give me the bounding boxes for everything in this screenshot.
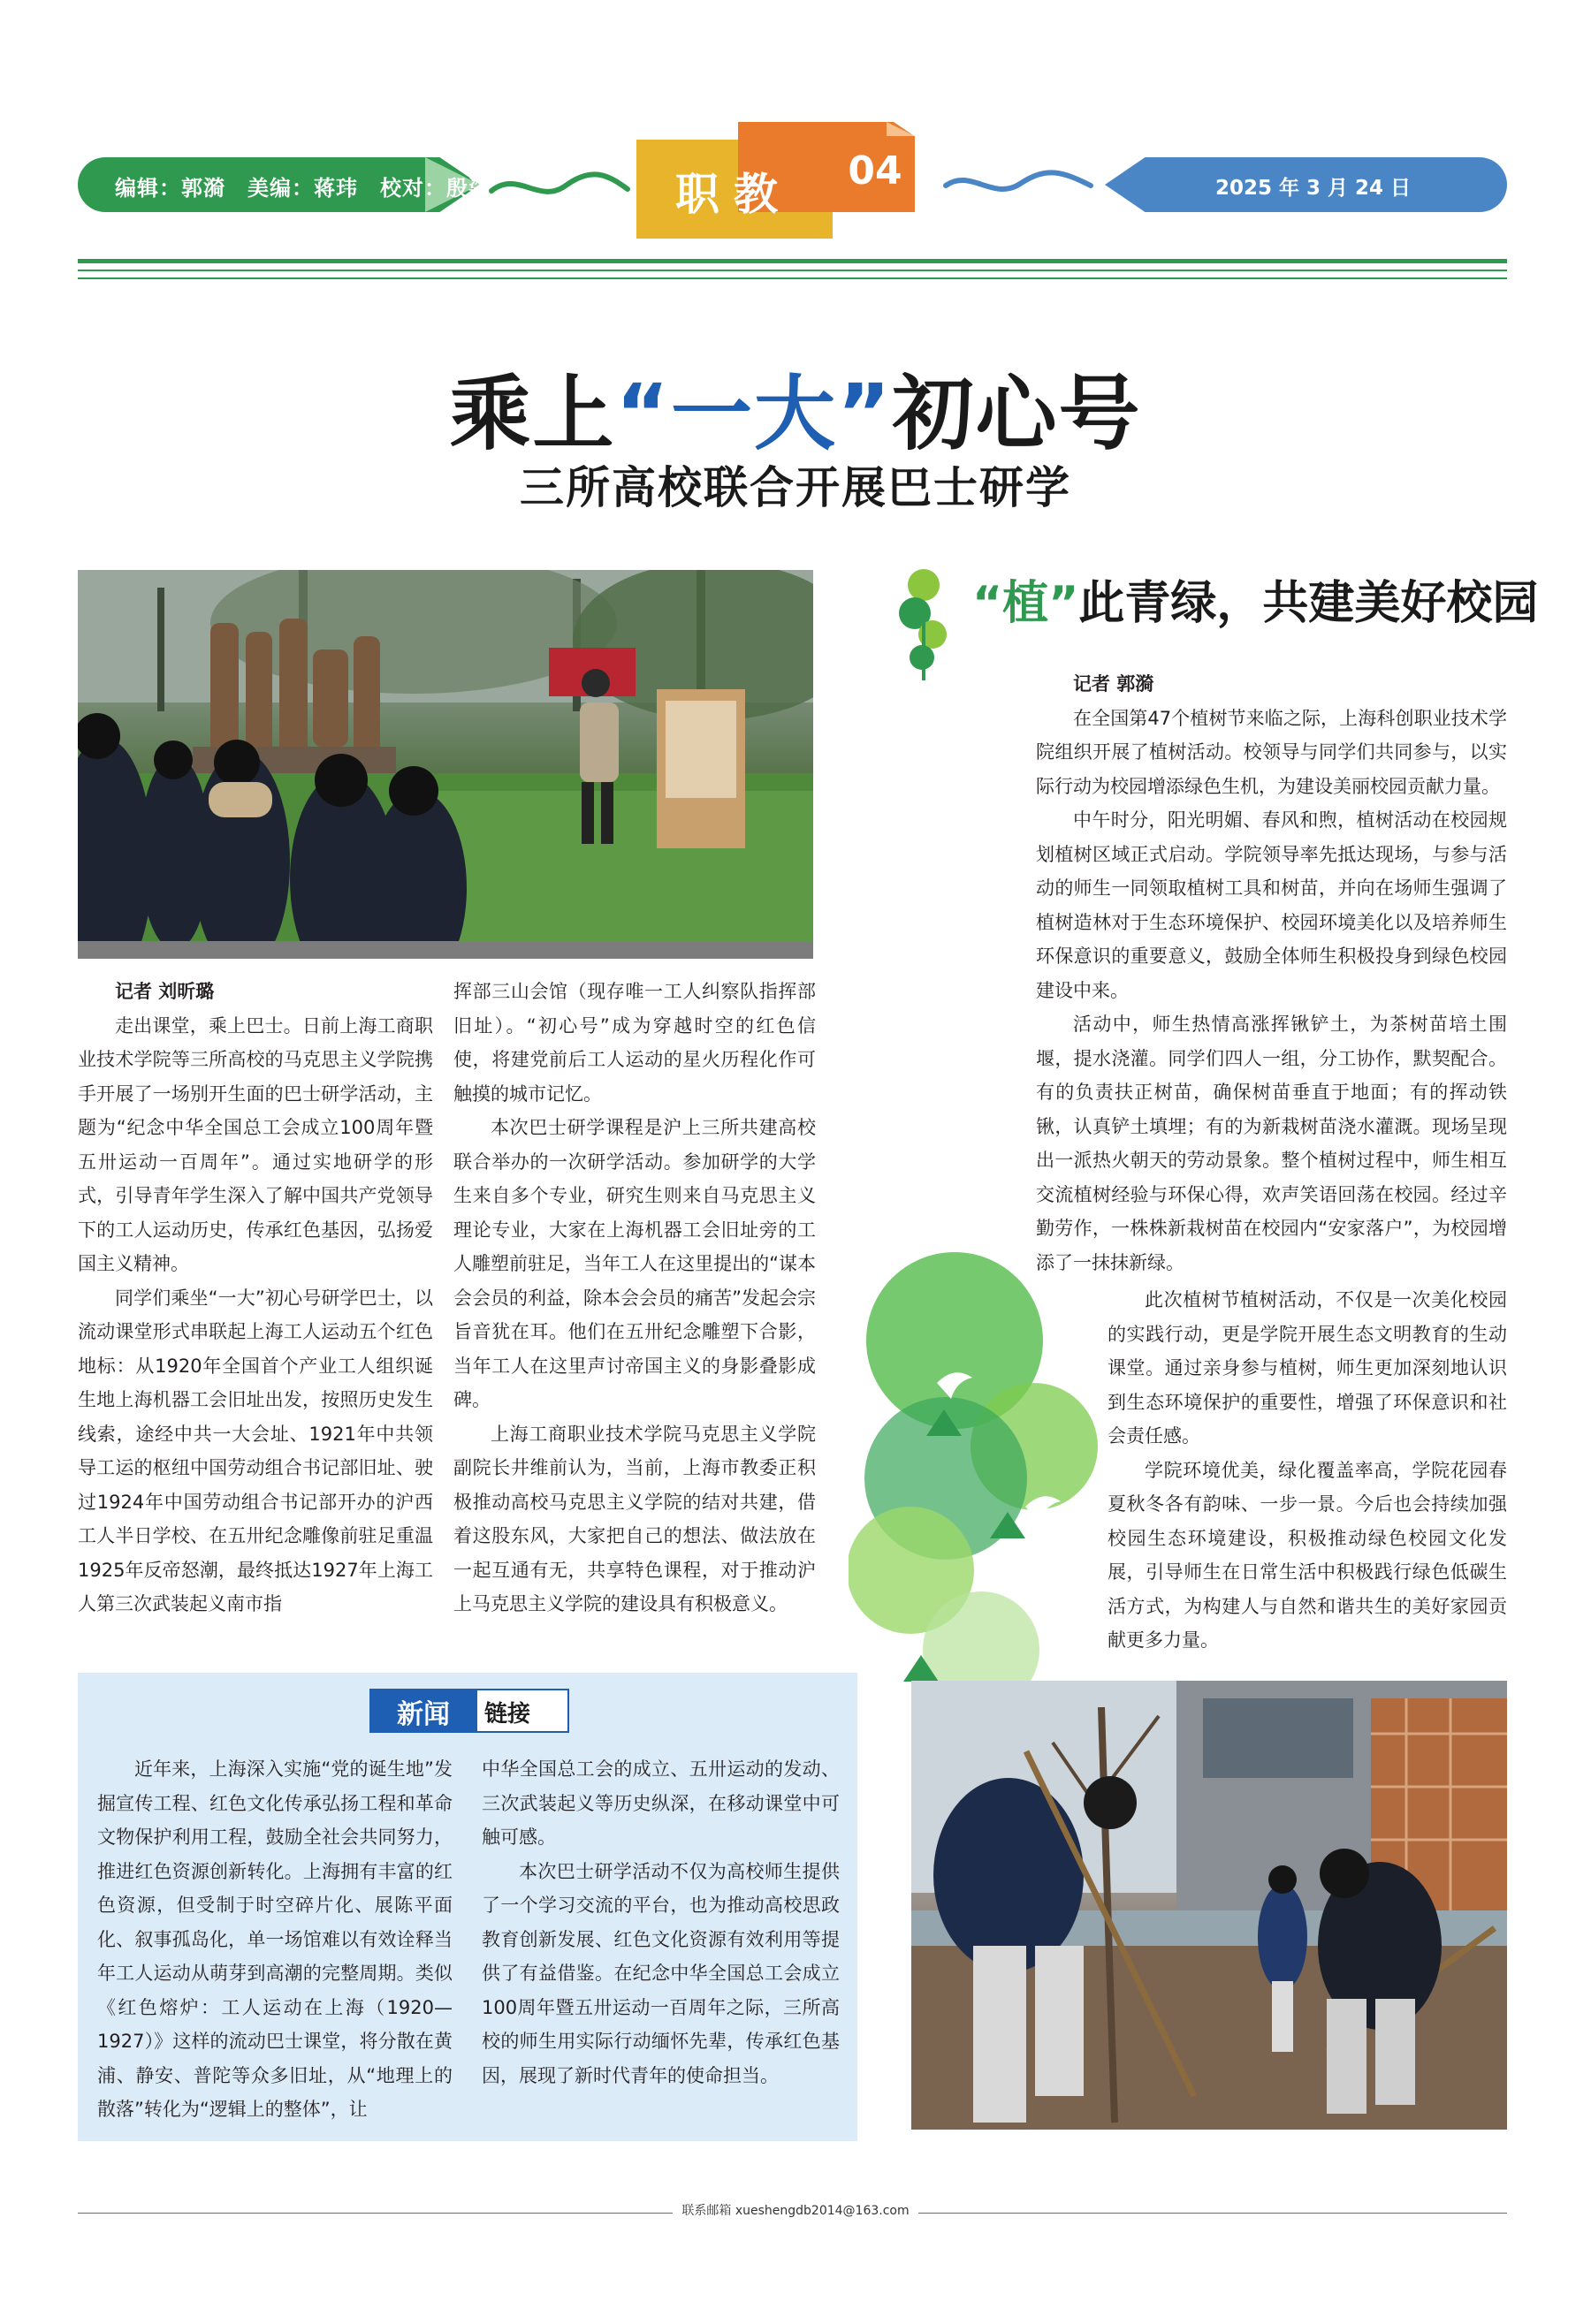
tree-planting-photo [911,1681,1507,2130]
issue-date: 2025 年 3 月 24 日 [1215,177,1412,200]
article1-byline: 记者 刘昕璐 [115,981,215,1002]
article-subheadline: 三所高校联合开展巴士研学 [520,462,1071,513]
headline-part: 初心号 [892,367,1142,461]
leaf-tree-icon [897,566,950,680]
headline-part: 乘上 [449,367,616,461]
article2-paragraph: 中午时分，阳光明媚、春风和煦，植树活动在校园规划植树区域正式启动。学院领导率先抵达现场，与参与活动的师生一同领取植树工具和树苗，并向在场师生强调了植树造林对于生态环境保护、校园环境美化以及培养师生环保意识的重要意义，鼓励全体师生积极投身到绿色校园建设中来。 [1036,809,1507,1001]
tree-planting-photo-illustration [911,1681,1507,2130]
article1-paragraph: 走出课堂，乘上巴士。日前上海工商职业技术学院等三所高校的马克思主义学院携手开展了一场别开生面的巴士研学活动，主题为“纪念中华全国总工会成立100周年暨五卅运动一百周年”。通过实地研学的形式，引导青年学生深入了解中国共产党领导下的工人运动历史，传承红色基因，弘扬爱国主义精神。 [78,1014,433,1274]
article2-column [1036,667,1507,1280]
article2-paragraph: 此次植树节植树活动，不仅是一次美化校园的实践行动，更是学院开展生态文明教育的生动课堂。通过亲身参与植树，师生更加深刻地认识到生态环境保护的重要性，增强了环保意识和社会责任感。 [1108,1289,1507,1447]
wave-decoration-left [484,166,635,207]
news-link-paragraph: 近年来，上海深入实施“党的诞生地”发掘宣传工程、红色文化传承弘扬工程和革命文物保护利用工程，鼓励全社会共同努力，推进红色资源创新转化。上海拥有丰富的红色资源，但受制于时空碎片化、展陈平面化、叙事孤岛化，单一场馆难以有效诠释当年工人运动从萌芽到高潮的完整周期。类似《红色熔炉：工人运动在上海（1920—1927）》这样的流动巴士课堂，将分散在黄浦、静安、普陀等众多旧址，从“地理上的散落”转化为“逻辑上的整体”，让 [97,1758,453,2120]
article2-headline [972,566,1538,632]
news-link-label: 新闻 [397,1699,450,1730]
headline-highlight: “一大” [615,367,893,461]
section-name: 职教 [675,169,792,220]
article2-headline-rest: 此青绿，共建美好校园 [1078,577,1539,630]
news-link-column-2 [482,1752,840,2092]
header-rule-thin [78,277,1507,279]
article2-paragraph: 在全国第47个植树节来临之际，上海科创职业技术学院组织开展了植树活动。校领导与同学们共同参与，以实际行动为校园增添绿色生机，为建设美丽校园贡献力量。 [1036,707,1507,797]
wave-decoration-right [939,164,1098,205]
article2-headline-quote: “植” [972,577,1079,630]
header-rule [78,259,1507,263]
tag-fold-decoration [887,122,915,136]
article2-paragraph: 活动中，师生热情高涨挥锹铲土，为茶树苗培土围堰，提水浇灌。同学们四人一组，分工协作，默契配合。有的负责扶正树苗，确保树苗垂直于地面；有的挥动铁锹，认真铲土填埋；有的为新栽树苗浇水灌溉。现场呈现出一派热火朝天的劳动景象。整个植树过程中，师生相互交流植树经验与环保心得，欢声笑语回荡在校园。经过辛勤劳作，一株株新栽树苗在校园内“安家落户”，为校园增添了一抹抹新绿。 [1036,1014,1507,1273]
study-tour-photo [78,570,813,959]
article1-column-1 [78,975,433,1621]
header-rule-thin [78,270,1507,271]
news-link-column-1 [97,1752,453,2127]
study-tour-photo-illustration [78,570,813,959]
green-circle-decoration [849,1242,1105,1736]
editor-credits: 编辑：郭漪 美编：蒋玮 校对：殷姿 [115,176,491,201]
footer-contact [0,2201,1591,2219]
article1-paragraph: 上海工商职业技术学院马克思主义学院副院长井维前认为，当前，上海市教委正积极推动高校马克思主义学院的结对共建，借着这股东风，大家把自己的想法、做法放在一起互通有无，共享特色课程，对于推动沪上马克思主义学院的建设具有积极意义。 [453,1423,816,1614]
article2-paragraph: 学院环境优美，绿化覆盖率高，学院花园春夏秋冬各有韵味、一步一景。今后也会持续加强校园生态环境建设，积极推动绿色校园文化发展，引导师生在日常生活中积极践行绿色低碳生活方式，为构建人与自然和谐共生的美好家园贡献更多力量。 [1108,1459,1507,1651]
page-number: 04 [848,148,902,194]
news-link-label-suffix: 链接 [484,1701,531,1728]
article1-column-2 [453,975,816,1621]
article-headline [0,349,1591,466]
article2-column-lower [1108,1283,1507,1658]
article1-paragraph: 挥部三山会馆（现存唯一工人纠察队指挥部旧址）。“初心号”成为穿越时空的红色信使，将建党前后工人运动的星火历程化作可触摸的城市记忆。 [453,981,816,1105]
footer-contact-email: 联系邮箱 xueshengdb2014@163.com [673,2204,917,2218]
article1-paragraph: 同学们乘坐“一大”初心号研学巴士，以流动课堂形式串联起上海工人运动五个红色地标：从1920年全国首个产业工人组织诞生地上海机器工会旧址出发，按照历史发生线索，途经中共一大会址、1921年中共领导工运的枢纽中国劳动组合书记部旧址、驶过1924年中国劳动组合书记部开办的沪西工人半日学校、在五卅纪念雕像前驻足重温1925年反帝怒潮，最终抵达1927年上海工人第三次武装起义南市指 [78,1287,433,1614]
article1-paragraph: 本次巴士研学课程是沪上三所共建高校联合举办的一次研学活动。参加研学的大学生来自多个专业，研究生则来自马克思主义理论专业，大家在上海机器工会旧址旁的工人雕塑前驻足，当年工人在这里提出的“谋本会会员的利益，除本会会员的痛苦”发起会宗旨音犹在耳。他们在五卅纪念雕塑下合影，当年工人在这里声讨帝国主义的身影叠影成碑。 [453,1117,816,1410]
article2-byline: 记者 郭漪 [1073,673,1154,695]
news-link-paragraph: 本次巴士研学活动不仅为高校师生提供了一个学习交流的平台，也为推动高校思政教育创新发展、红色文化资源有效利用等提供了有益借鉴。在纪念中华全国总工会成立100周年暨五卅运动一百周年之际，三所高校的师生用实际行动缅怀先辈，传承红色基因，展现了新时代青年的使命担当。 [482,1860,840,2086]
news-link-paragraph: 中华全国总工会的成立、五卅运动的发动、三次武装起义等历史纵深，在移动课堂中可触可感。 [482,1758,840,1848]
